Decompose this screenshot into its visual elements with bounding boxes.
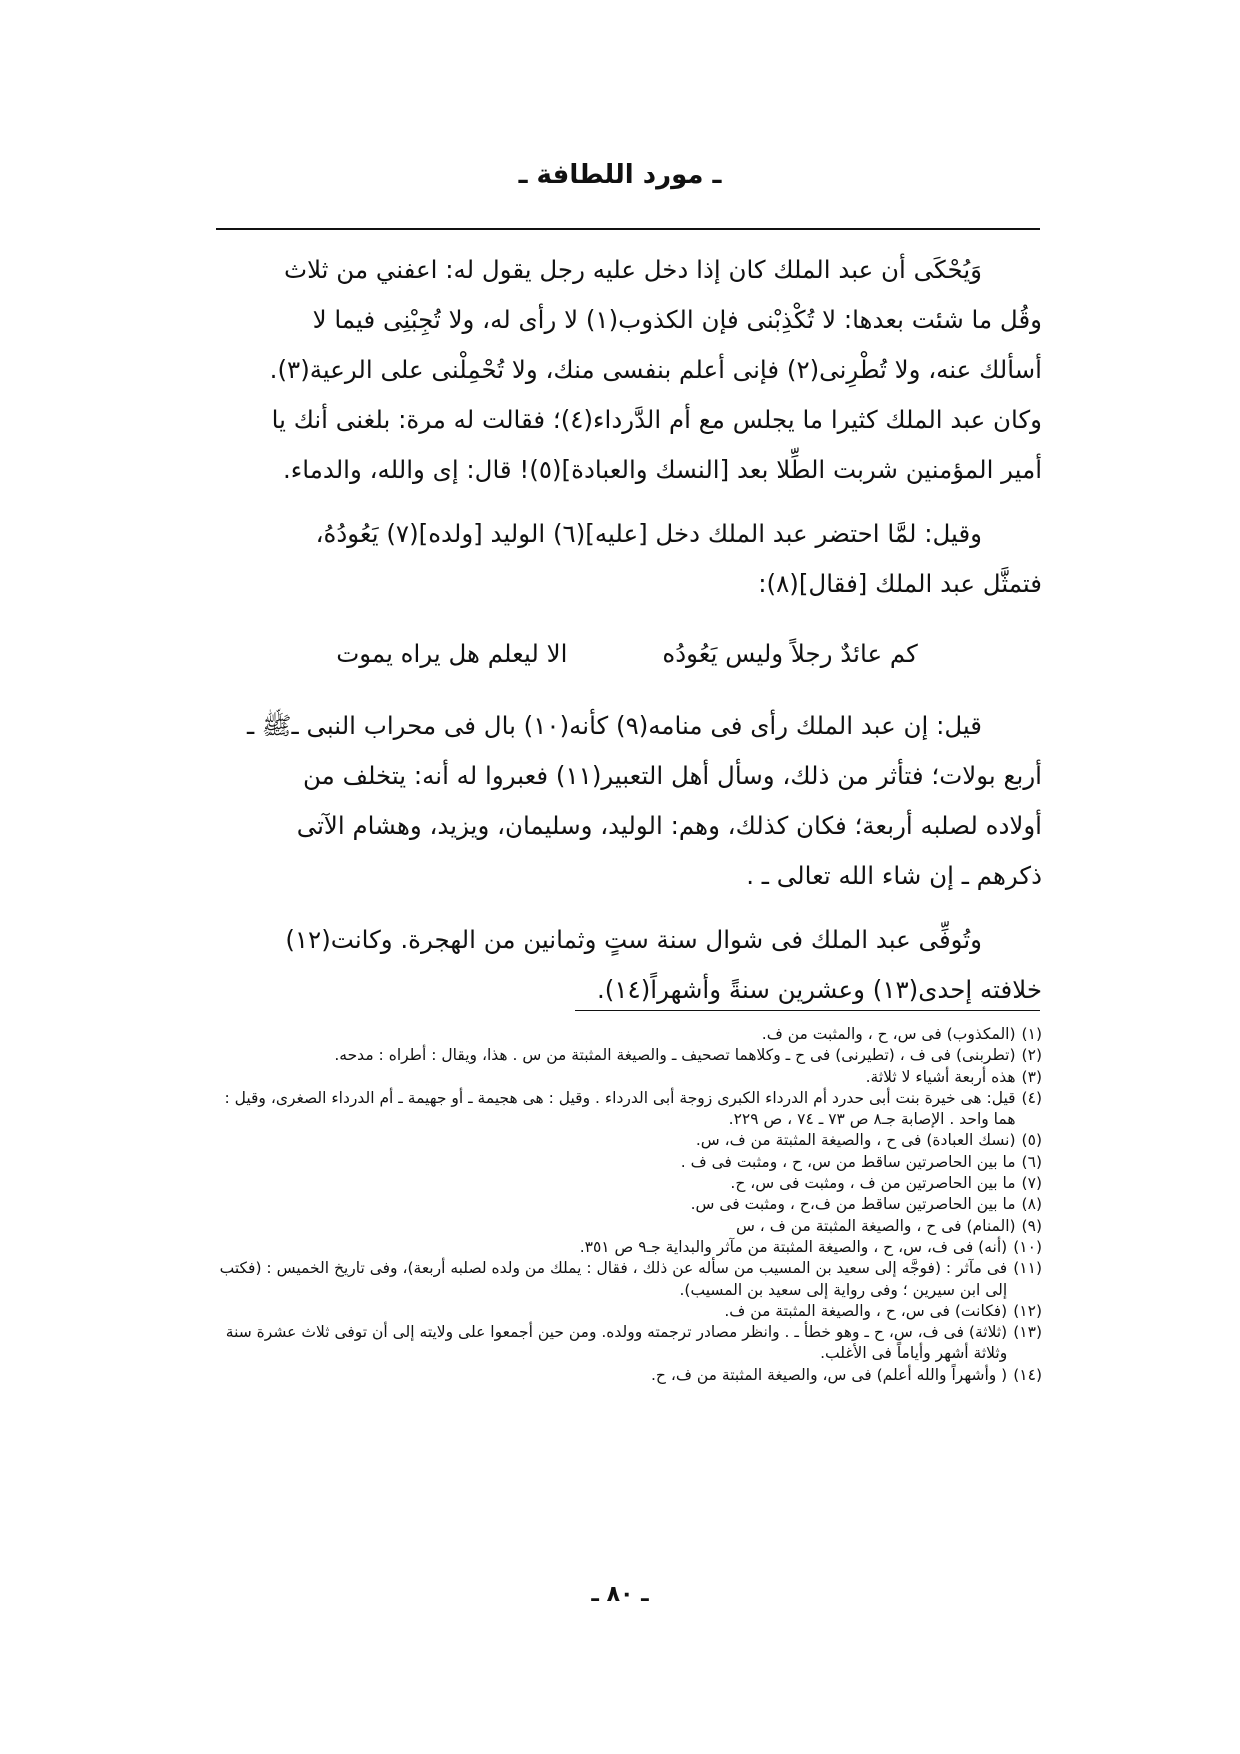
footnote — [206, 1258, 1042, 1301]
paragraph-2-line-1: وقيل: لمَّا احتضر عبد الملك دخل [عليه](٦) الوليد [ولده](٧) يَعُودُهُ، — [315, 519, 982, 548]
footnote-text: (أنه) فى ف، س، ح ، والصيغة المثبتة من مآثر والبداية جـ٩ ص ٣٥١. — [579, 1237, 1008, 1256]
verse-hemistich-2: الا ليعلم هل يراه يموت — [336, 639, 568, 668]
footnote-number: (٦) — [1021, 1152, 1042, 1171]
footnote-number: (١٣) — [1013, 1323, 1042, 1342]
paragraph-3-line-2: أربع بولات؛ فتأثر من ذلك، وسأل أهل التعبير(١١) فعبروا له أنه: يتخلف من — [303, 761, 1042, 790]
footnote — [206, 1152, 1042, 1173]
main-text — [212, 245, 1042, 1015]
footnote-number: (١٠) — [1013, 1237, 1042, 1256]
footnote — [206, 1365, 1042, 1386]
paragraph-2-line-2: فتمثَّل عبد الملك [فقال](٨): — [758, 569, 1042, 598]
footnote-divider — [575, 1010, 1040, 1011]
footnote-text: (المنام) فى ح ، والصيغة المثبتة من ف ، س — [735, 1216, 1016, 1235]
footnote-text: (فكانت) فى س، ح ، والصيغة المثبتة من ف. — [724, 1301, 1008, 1320]
poetry-verse — [212, 629, 1042, 679]
footnote — [206, 1301, 1042, 1322]
verse-hemistich-1: كم عائدٌ رجلاً وليس يَعُودُه — [662, 639, 918, 668]
footnote-text: (تطربنى) فى ف ، (تطيرنى) فى ح ـ وكلاهما تصحيف ـ والصيغة المثبتة من س . هذا، ويقال : أطراه : مدحه. — [334, 1046, 1016, 1065]
footnote-number: (٨) — [1021, 1195, 1042, 1214]
paragraph-1-line-5: أمير المؤمنين شربت الطِّلا بعد [النسك والعبادة](٥)! قال: إى والله، والدماء. — [282, 455, 1042, 484]
footnote-number: (٩) — [1021, 1216, 1042, 1235]
footnote-number: (١) — [1021, 1025, 1042, 1043]
footnote-number: (٧) — [1021, 1174, 1042, 1193]
paragraph-3-line-1: قيل: إن عبد الملك رأى فى منامه(٩) كأنه(١٠) بال فى محراب النبى ـﷺ ـ — [246, 711, 982, 740]
header-divider — [216, 228, 1040, 230]
footnote-text: ما بين الحاصرتين ساقط من س، ح ، ومثبت فى ف . — [680, 1152, 1016, 1171]
footnote-text: هذه أربعة أشياء لا ثلاثة. — [865, 1067, 1016, 1086]
footnote — [206, 1130, 1042, 1151]
footnote-number: (٥) — [1021, 1131, 1042, 1150]
paragraph-4-line-2: خلافته إحدى(١٣) وعشرين سنةً وأشهراً(١٤). — [597, 975, 1042, 1004]
footnote — [206, 1088, 1042, 1131]
footnote-number: (١١) — [1013, 1259, 1042, 1278]
footnote-number: (١٤) — [1013, 1365, 1042, 1384]
paragraph-3-line-3: أولاده لصلبه أربعة؛ فكان كذلك، وهم: الوليد، وسليمان، ويزيد، وهشام الآتى — [296, 811, 1042, 840]
footnote — [206, 1173, 1042, 1194]
footnote-text: (ثلاثة) فى ف، س، ح ـ وهو خطأ ـ . وانظر مصادر ترجمته وولده. ومن حين أجمعوا على ولايته إلى أن توفى ثلاث عشرة سنة وثلاثة أشهر وأياماً فى الأغلب. — [225, 1323, 1008, 1363]
page-number: ـ ٨٠ ـ — [591, 1582, 649, 1607]
footnote — [206, 1067, 1042, 1088]
footnote — [206, 1237, 1042, 1258]
footnote-number: (١٢) — [1013, 1301, 1042, 1320]
paragraph-4-line-1: وتُوفِّى عبد الملك فى شوال سنة ستٍ وثمانين من الهجرة. وكانت(١٢) — [285, 925, 982, 954]
footnote-number: (٤) — [1021, 1088, 1042, 1107]
paragraph-3-line-4: ذكرهم ـ إن شاء الله تعالى ـ . — [746, 861, 1042, 890]
footnote-text: ( وأشهراً والله أعلم) فى س، والصيغة المثبتة من ف، ح. — [651, 1365, 1008, 1384]
page-title: ـ مورد اللطافة ـ — [518, 160, 722, 190]
footnotes — [206, 1024, 1042, 1386]
footnote-text: (المكذوب) فى س، ح ، والمثبت من ف. — [761, 1025, 1016, 1043]
paragraph-1-line-4: وكان عبد الملك كثيرا ما يجلس مع أم الدَّرداء(٤)؛ فقالت له مرة: بلغنى أنك يا — [271, 405, 1042, 434]
footnote — [206, 1216, 1042, 1237]
footnote-text: ما بين الحاصرتين ساقط من ف،ح ، ومثبت فى س. — [690, 1195, 1016, 1214]
footnote-text: فى مآثر : (فوجَّه إلى سعيد بن المسيب من سأله عن ذلك ، فقال : يملك من ولده لصلبه أربعة)، وفى تاريخ الخميس : (فكتب إلى ابن سيرين ؛ وفى رواية إلى سعيد بن المسيب). — [219, 1259, 1008, 1299]
footnote-text: (نسك العبادة) فى ح ، والصيغة المثبتة من ف، س. — [695, 1131, 1016, 1150]
paragraph-1-line-1: وَيُحْكَى أن عبد الملك كان إذا دخل عليه رجل يقول له: اعفني من ثلاث — [284, 255, 982, 284]
footnote-text: ما بين الحاصرتين من ف ، ومثبت فى س، ح. — [730, 1174, 1016, 1193]
footnote — [206, 1194, 1042, 1215]
footnote-number: (٢) — [1021, 1046, 1042, 1065]
paragraph-1-line-3: أسألك عنه، ولا تُطْرِنى(٢) فإنى أعلم بنفسى منك، ولا تُحْمِلْنى على الرعية(٣). — [269, 355, 1042, 384]
footnote — [206, 1024, 1042, 1045]
footnote-number: (٣) — [1021, 1067, 1042, 1086]
footnote-text: قيل: هى خيرة بنت أبى حدرد أم الدرداء الكبرى زوجة أبى الدرداء . وقيل : هى هجيمة ـ أو جهيمة ـ أم الدرداء الصغرى، وقيل : هما واحد . الإصابة جـ٨ ص ٧٣ ـ ٧٤ ، ص ٢٢٩. — [224, 1088, 1016, 1129]
paragraph-1-line-2: وقُل ما شئت بعدها: لا تُكْذِبْنى فإن الكذوب(١) لا رأى له، ولا تُجِبْنِى فيما لا — [312, 305, 1042, 334]
footnote — [206, 1045, 1042, 1066]
footnote — [206, 1322, 1042, 1365]
